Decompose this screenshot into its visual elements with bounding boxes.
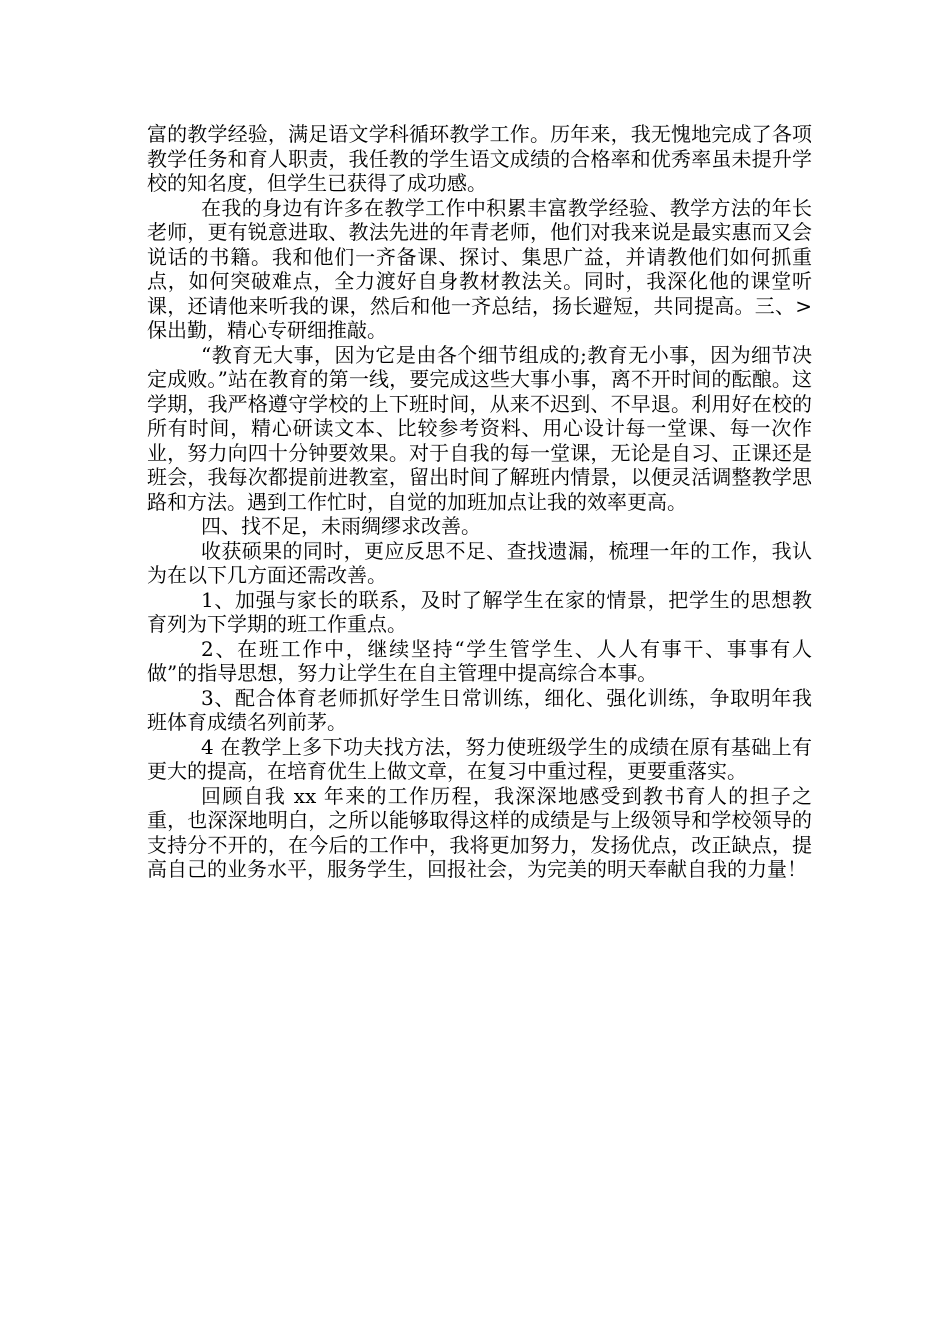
paragraph: 富的教学经验，满足语文学科循环教学工作。历年来，我无愧地完成了各项教学任务和育人职责，我任教的学生语文成绩的合格率和优秀率虽未提升学校的知名度，但学生已获得了成功感。 [147, 122, 812, 195]
paragraph: 回顾自我 xx 年来的工作历程，我深深地感受到教书育人的担子之重，也深深地明白，之所以能够取得这样的成绩是与上级领导和学校领导的支持分不开的，在今后的工作中，我将更加努力，发扬优点，改正缺点，提高自己的业务水平，服务学生，回报社会，为完美的明天奉献自我的力量！ [147, 783, 812, 881]
section-heading: 四、找不足，未雨绸缪求改善。 [201, 514, 481, 538]
document-body [147, 122, 812, 882]
paragraph: “教育无大事，因为它是由各个细节组成的;教育无小事，因为细节决定成败。”站在教育的第一线，要完成这些大事小事，离不开时间的酝酿。这学期，我严格遵守学校的上下班时间，从来不迟到、不早退。利用好在校的所有时间，精心研读文本、比较参考资料、用心设计每一堂课、每一次作业，努力向四十分钟要效果。对于自我的每一堂课，无论是自习、正课还是班会，我每次都提前进教室，留出时间了解班内情景，以便灵活调整教学思路和方法。遇到工作忙时，自觉的加班加点让我的效率更高。 [147, 342, 812, 514]
list-item: 1、加强与家长的联系，及时了解学生在家的情景，把学生的思想教育列为下学期的班工作重点。 [147, 587, 812, 636]
paragraph: 收获硕果的同时，更应反思不足、查找遗漏，梳理一年的工作，我认为在以下几方面还需改善。 [147, 538, 812, 587]
list-item: 3、配合体育老师抓好学生日常训练，细化、强化训练，争取明年我班体育成绩名列前茅。 [147, 685, 812, 734]
paragraph: 在我的身边有许多在教学工作中积累丰富教学经验、教学方法的年长老师，更有锐意进取、教法先进的年青老师，他们对我来说是最实惠而又会说话的书籍。我和他们一齐备课、探讨、集思广益，并请教他们如何抓重点，如何突破难点，全力渡好自身教材教法关。同时，我深化他的课堂听课，还请他来听我的课，然后和他一齐总结，扬长避短，共同提高。三、>保出勤，精心专研细推敲。 [147, 195, 812, 342]
list-item: 4 在教学上多下功夫找方法，努力使班级学生的成绩在原有基础上有更大的提高，在培育优生上做文章，在复习中重过程，更要重落实。 [147, 734, 812, 783]
list-item: 2、在班工作中，继续坚持“学生管学生、人人有事干、事事有人做”的指导思想，努力让学生在自主管理中提高综合本事。 [147, 636, 812, 685]
